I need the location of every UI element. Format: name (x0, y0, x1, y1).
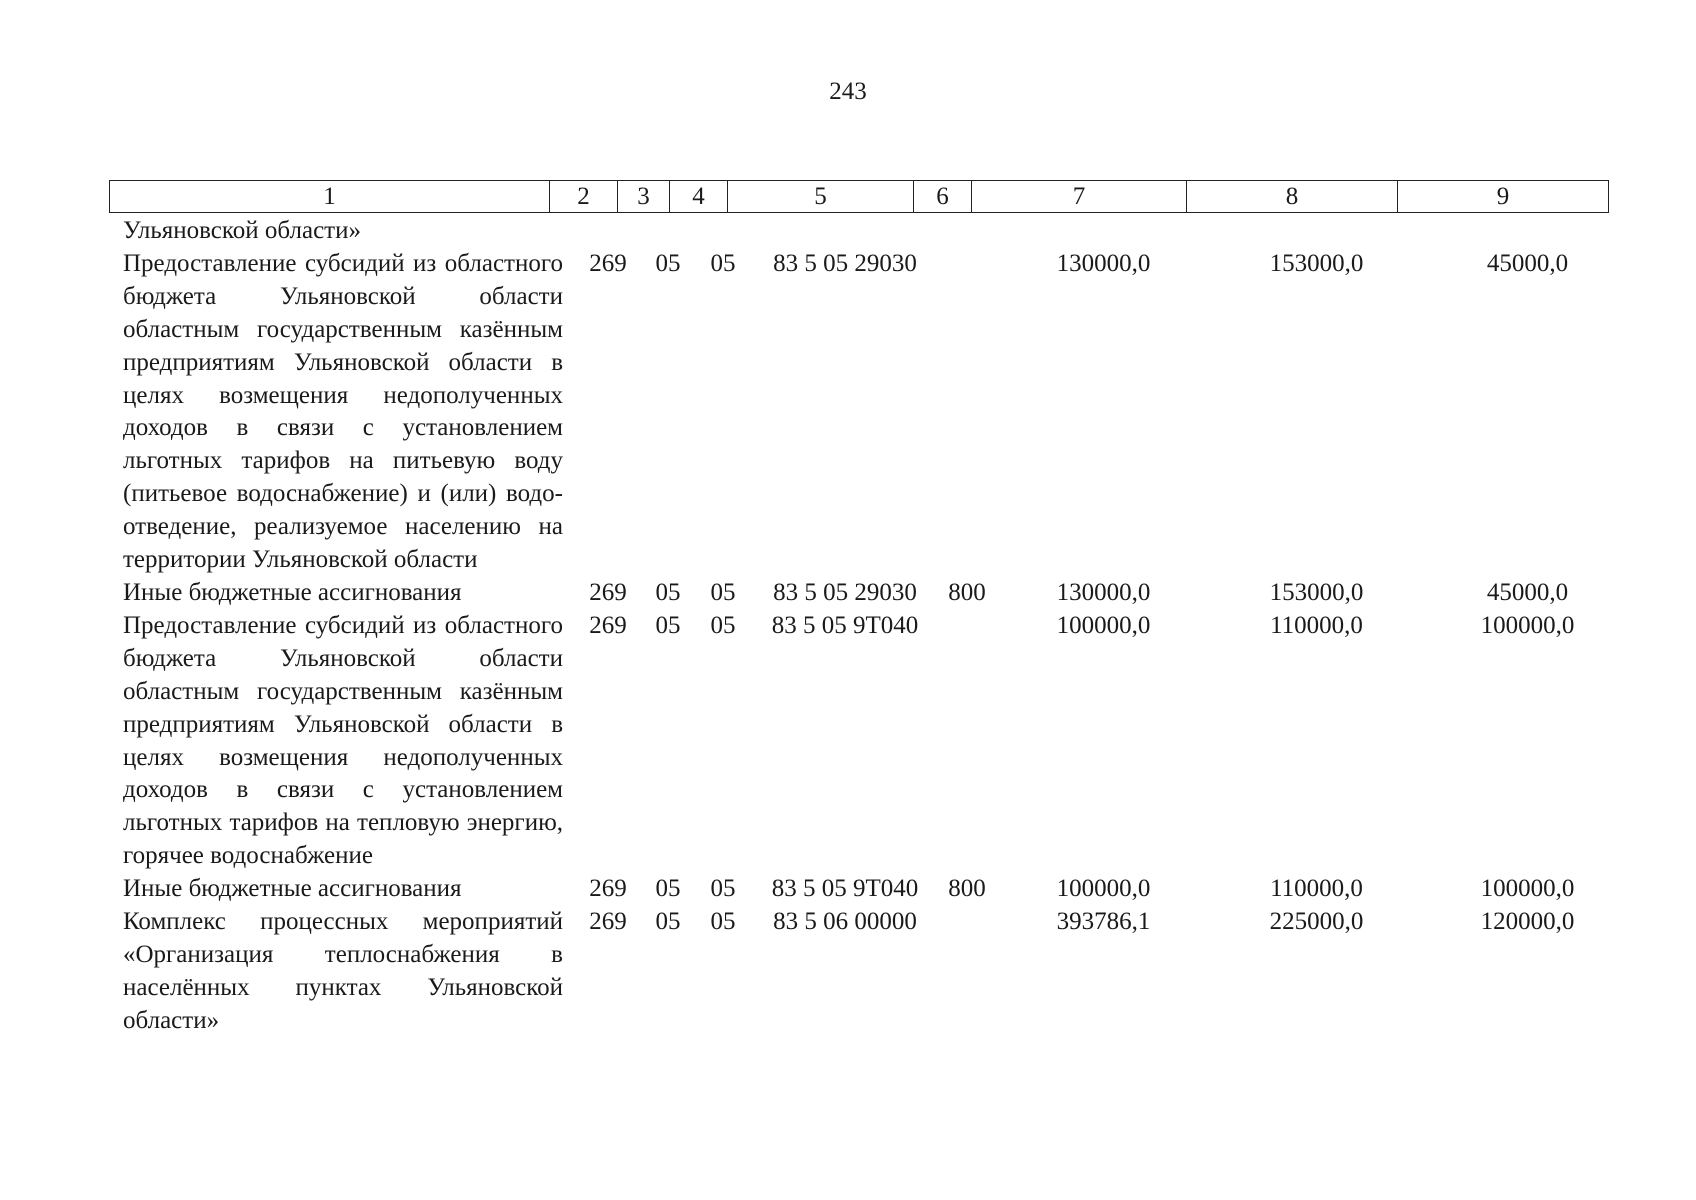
row-description: Ульяновской области» (123, 217, 361, 244)
cell-col-7 (996, 215, 1211, 248)
cell-col-2 (574, 215, 642, 248)
cell-col-2: 269 (589, 875, 627, 903)
cell-col-6 (938, 610, 996, 873)
cell-col-6: 800 (948, 875, 986, 903)
row-description: Иные бюджетные ассигнования (123, 578, 462, 606)
cell-col-6: 800 (948, 578, 986, 606)
header-col-4: 4 (670, 181, 728, 213)
table-row (109, 577, 1633, 610)
cell-col-2: 269 (589, 578, 627, 606)
table-row (109, 906, 1633, 1038)
cell-col-3: 05 (655, 908, 681, 936)
cell-col-3: 05 (655, 875, 681, 903)
cell-col-5: 83 5 05 9Т040 (771, 875, 919, 903)
header-col-6: 6 (914, 181, 972, 213)
cell-col-4: 05 (710, 249, 736, 277)
cell-col-7: 130000,0 (1056, 249, 1151, 277)
header-col-5: 5 (728, 181, 914, 213)
cell-col-8: 153000,0 (1269, 249, 1364, 277)
row-description: Предоставление субсидий из областного бюджета Ульяновской области областным государственным казённым предприятиям Ульяновской области в целях возмещения недополученных доходов в связи с установлением льготных тарифов на тепловую энергию, горячее водоснабжение (123, 611, 563, 870)
cell-col-2: 269 (589, 249, 627, 277)
table-row (109, 873, 1633, 906)
cell-col-4: 05 (710, 908, 736, 936)
column-header-table (109, 180, 1609, 213)
cell-col-4 (694, 215, 752, 248)
cell-col-5 (752, 215, 938, 248)
cell-col-5: 83 5 05 29030 (773, 249, 917, 277)
cell-col-5: 83 5 05 9Т040 (771, 611, 919, 639)
table-row (109, 248, 1633, 577)
cell-col-5: 83 5 05 29030 (773, 578, 917, 606)
cell-col-7: 100000,0 (1056, 611, 1151, 639)
header-col-1: 1 (110, 181, 550, 213)
cell-col-7: 100000,0 (1056, 875, 1151, 903)
cell-col-4: 05 (710, 611, 736, 639)
header-col-7: 7 (972, 181, 1187, 213)
cell-col-3: 05 (655, 249, 681, 277)
cell-col-7: 393786,1 (1056, 908, 1151, 936)
header-col-3: 3 (618, 181, 670, 213)
cell-col-8: 225000,0 (1269, 908, 1364, 936)
cell-col-3: 05 (655, 578, 681, 606)
cell-col-9: 100000,0 (1480, 875, 1575, 903)
row-description: Комплекс процессных мероприятий «Организация теплоснабжения в населённых пунктах Ульяновской области» (123, 908, 563, 1034)
cell-col-9: 45000,0 (1486, 249, 1569, 277)
header-col-8: 8 (1187, 181, 1398, 213)
cell-col-3: 05 (655, 611, 681, 639)
cell-col-4: 05 (710, 578, 736, 606)
cell-col-2: 269 (589, 611, 627, 639)
cell-col-6 (938, 215, 996, 248)
header-row (110, 181, 1609, 213)
cell-col-7: 130000,0 (1056, 578, 1151, 606)
cell-col-9 (1422, 215, 1633, 248)
cell-col-8: 153000,0 (1269, 578, 1364, 606)
cell-col-9: 100000,0 (1480, 611, 1575, 639)
header-col-2: 2 (550, 181, 618, 213)
cell-col-6 (938, 906, 996, 1038)
row-description: Иные бюджетные ассигнования (123, 875, 462, 903)
row-description: Предоставление субсидий из областного бюджета Ульяновской области областным государственным казённым предприятиям Ульяновской области в целях возмещения недополученных доходов в связи с установлением льготных тарифов на питьевую воду (питьевое водоснабжение) и (или) водоотведение, реализуемое населению на территории Ульяновской области (123, 249, 563, 574)
cell-col-2: 269 (589, 908, 627, 936)
cell-col-3 (642, 215, 694, 248)
cell-col-9: 45000,0 (1486, 578, 1569, 606)
cell-col-5: 83 5 06 00000 (773, 908, 917, 936)
cell-col-8: 110000,0 (1270, 611, 1363, 639)
cell-col-8 (1211, 215, 1422, 248)
cell-col-4: 05 (710, 875, 736, 903)
header-col-9: 9 (1398, 181, 1609, 213)
page-number: 243 (829, 78, 867, 105)
table-row (109, 610, 1633, 873)
cell-col-8: 110000,0 (1270, 875, 1363, 903)
cell-col-6 (938, 248, 996, 577)
cell-col-9: 120000,0 (1480, 908, 1575, 936)
budget-table-body (109, 215, 1633, 1038)
table-row (109, 215, 1633, 248)
